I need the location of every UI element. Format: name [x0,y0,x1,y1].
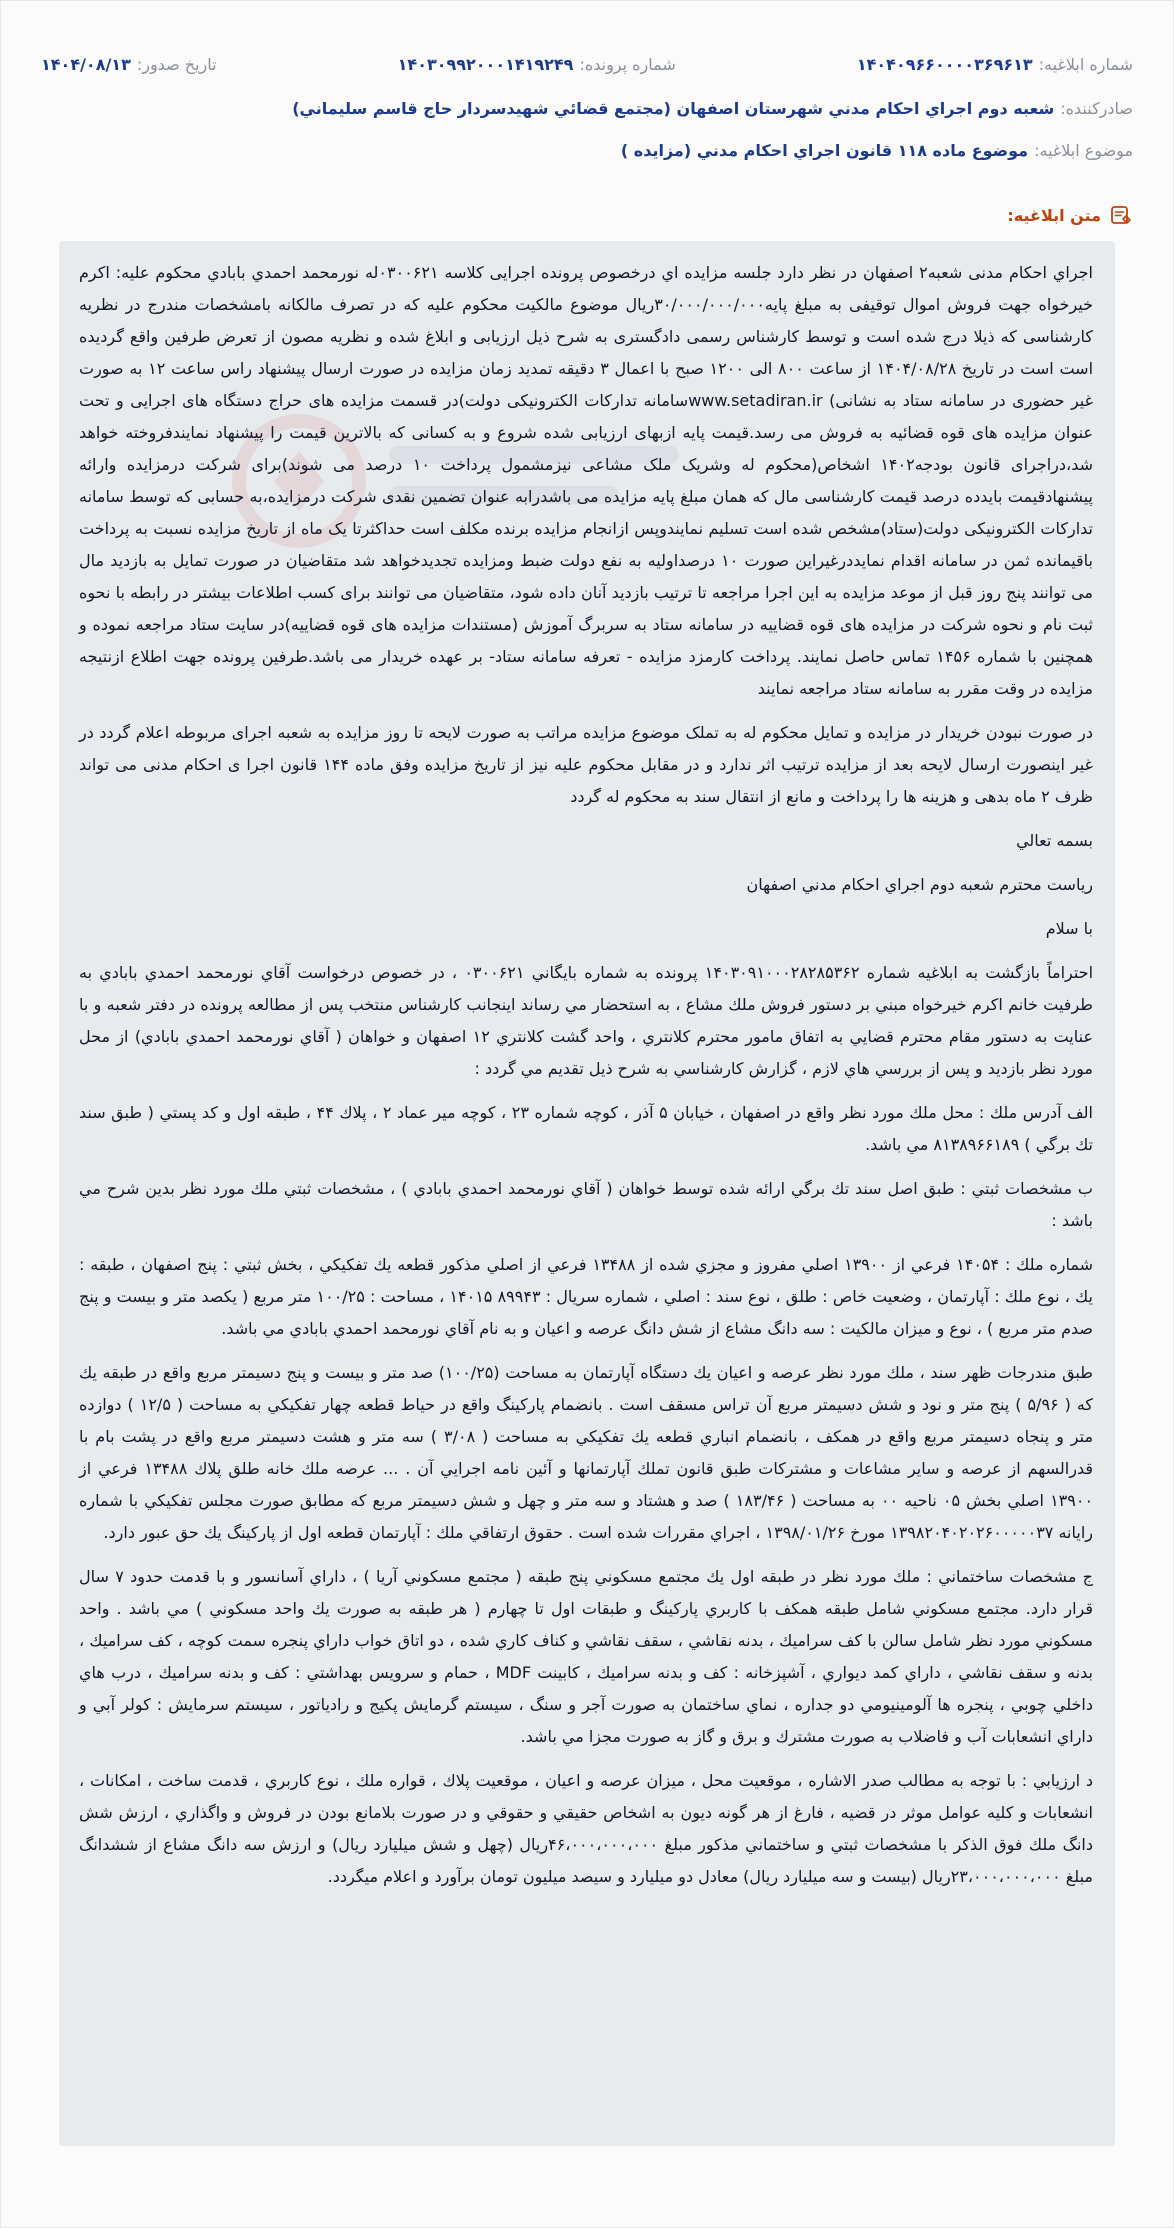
property-number-paragraph: شماره ملك : ۱۴۰۵۴ فرعي از ۱۳۹۰۰ اصلي مفروز و مجزي شده از ۱۳۴۸۸ فرعي از اصلي مذكور قطعه يك تفكيكي ، بخش ثبتي : پنج اصفهان ، طبقه : يك ، نوع ملك : آپارتمان ، وضعيت خاص : طلق ، نوع سند : اصلي ، شماره سريال : ۸۹۹۴۳ ۱۴۰۱۵ ، مساحت : ۱۰۰/۲۵ متر مربع ( يكصد متر و بيست و پنج صدم متر مربع ) ، نوع و ميزان مالكيت : سه دانگ مشاع از شش دانگ عرصه و اعيان و به نام آقاي نورمحمد احمدي بابادي مي باشد. [79,1255,1094,1338]
property-address-paragraph: الف آدرس ملك : محل ملك مورد نظر واقع در اصفهان ، خيابان ۵ آذر ، كوچه شماره ۲۳ ، كوچه مير عماد ۲ ، پلاك ۴۴ ، طبقه اول و كد پستي ( طبق سند تك برگي ) ۸۱۳۸۹۶۶۱۸۹ مي باشد. [79,1103,1094,1154]
issuer-value: شعبه دوم اجراي احكام مدني شهرستان اصفهان (مجتمع قضائي شهيدسردار حاج قاسم سليماني) [292,99,1055,118]
report-salutation-basmala: بسمه تعالي [1016,831,1093,850]
notice-number-value: ۱۴۰۴۰۹۶۶۰۰۰۰۳۶۹۶۱۳ [856,55,1033,74]
case-number [398,55,676,74]
auction-announcement-paragraph: اجراي احكام مدنی شعبه۲ اصفهان در نظر دارد جلسه مزايده اي درخصوص پرونده اجرایی كلاسه ۰۳۰۰۶۲۱له نورمحمد احمدي بابادي محكوم علیه: اكرم خيرخواه جهت فروش اموال توقيفی به مبلغ پايه۳۰/۰۰۰/۰۰۰/۰۰۰ريال موضوع مالكيت محكوم عليه كه در تصرف مالكانه بامشخصات مندرج در نظريه كارشناسی كه ذيلا درج شده است و توسط كارشناس رسمی دادگستری به شرح ذيل ارزيابی و ابلاغ شده و نظريه مصون از تعرض طرفين واقع گرديده است است در تاريخ ۱۴۰۴/۰۸/۲۸ از ساعت ۸۰۰ الی ۱۲۰۰ صبح با اعمال ۳ دقيقه تمديد زمان مزايده در صورت ارسال پيشنهاد راس ساعت ۱۲ به صورت غير حضوری در سامانه ستاد به نشانی) www.setadiran.irسامانه تداركات الكترونيكی دولت)در قسمت مزايده های حراج دستگاه های اجرايی و تحت عنوان مزايده های قوه قضائيه به فروش می رسد.قيمت پايه ازبهای ارزيابی شده شروع و به كسانی كه بالاترين قيمت را پيشنهاد نمايندفروخته خواهد شد،دراجرای قانون بودجه۱۴۰۲ اشخاص(محكوم له وشريک ملک مشاعی نيزمشمول پرداخت ۱۰ درصد می شوند)برای شركت درمزايده وارائه پيشنهادقيمت بايدده درصد قيمت كارشناسی مال كه همان مبلغ پايه مزايده می باشدرابه عنوان تضمين نقدی شركت درمزايده،به حسابی كه توسط سامانه تداركات الكترونيكی دولت(ستاد)مشخص شده است تسليم نمايندوپس ازانجام مزايده برنده مكلف است حداكثرتا يک ماه از تاريخ مزايده نسبت به پرداخت باقيمانده ثمن در سامانه اقدام نمايددرغيراين صورت ۱۰ درصداوليه به نفع دولت ضبط ومزايده تجديدخواهد شد متقاضيان در صورت تمايل به بازديد مال می توانند پنج روز قبل از موعد مزايده به اين اجرا مراجعه تا ترتيب بازديد آنان داده شود، متقاضيان می توانند برای كسب اطلاعات بيشتر در رابطه با نحوه ثبت نام و نحوه شركت در مزايده های قوه قضاييه در سامانه ستاد به سربرگ آموزش (مستندات مزايده های قوه قضاييه)در سايت ستاد مراجعه نموده و همچنين با شماره ۱۴۵۶ تماس حاصل نمايند. پرداخت كارمزد مزايده - تعرفه سامانه ستاد- بر عهده خريدار می باشد.طرفين پرونده جهت اطلاع ازنتيجه مزايده در وقت مقرر به سامانه ستاد مراجعه نمايند [79,263,1094,698]
ownership-claim-paragraph: در صورت نبودن خريدار در مزايده و تمايل محكوم له به تملک موضوع مزايده مراتب به صورت لايحه تا روز مزايده به شعبه اجرای مربوطه اعلام گردد در غير اينصورت ارسال لايحه بعد از مزايده ترتيب اثر ندارد و در مقابل محكوم عليه نيز از تاريخ مزايده وفق ماده ۱۴۴ قانون اجرا ی احكام مدنی می تواند ظرف ۲ ماه بدهی و هزينه ها را پرداخت و مانع از انتقال سند به محكوم له گردد [79,723,1093,806]
report-intro-paragraph: احتراماً بازگشت به ابلاغيه شماره ۱۴۰۳۰۹۱۰۰۰۲۸۲۸۵۳۶۲ پرونده به شماره بايگاني ۰۳۰۰۶۲۱ ، در خصوص درخواست آقاي نورمحمد احمدي بابادي به طرفيت خانم اكرم خيرخواه مبني بر دستور فروش ملك مشاع ، به استحضار مي رساند اينجانب كارشناس منتخب پس از مطالعه پرونده در دفتر شعبه و با عنايت به دستور مقام محترم قضايي به اتفاق مامور محترم كلانتري ، واحد گشت كلانتري ۱۲ اصفهان و خواهان ( آقاي نورمحمد احمدي بابادي) از محل مورد نظر بازديد و پس از بررسي هاي لازم ، گزارش كارشناسي به شرح ذيل تقديم مي گردد : [79,963,1094,1078]
issue-date-value: ۱۴۰۴/۰۸/۱۳ [41,55,131,74]
issue-date [41,55,217,74]
notice-document-icon [1109,203,1133,227]
notice-meta-row [41,55,1133,74]
notice-text-title: متن ابلاغیه: [1007,205,1101,225]
subject-line [41,141,1133,160]
deed-notes-paragraph: طبق مندرجات ظهر سند ، ملك مورد نظر عرصه و اعيان يك دستگاه آپارتمان به مساحت (۱۰۰/۲۵) صد متر و بيست و پنج دسيمتر مربع واقع در طبقه يك كه ( ۵/۹۶ ) پنج متر و نود و شش دسيمتر مربع آن تراس مسقف است . بانضمام پاركينگ واقع در حياط قطعه چهار تفكيكي به مساحت ( ۱۲/۵ ) دوازده متر و پنجاه دسيمتر مربع واقع در همكف ، بانضمام انباري قطعه يك تفكيكي به مساحت ( ۳/۰۸ ) سه متر و هشت دسيمتر مربع واقع در پشت بام با قدرالسهم از عرصه و ساير مشاعات و مشتركات طبق قانون تملك آپارتمانها و آئين نامه اجرايي آن . ... عرصه ملك خانه طلق پلاك ۱۳۴۸۸ فرعي از ۱۳۹۰۰ اصلي بخش ۰۵ ناحيه ۰۰ به مساحت ( ۱۸۳/۴۶ ) صد و هشتاد و سه متر و چهل و شش دسيمتر مربع كه مطابق صورت مجلس تفكيكي با شماره رايانه ۱۳۹۸۲۰۴۰۲۰۲۶۰۰۰۰۰۳۷ مورخ ۱۳۹۸/۰۱/۲۶ ، اجراي مقررات شده است . حقوق ارتفاقي ملك : آپارتمان قطعه اول از پاركينگ يك حق عبور دارد. [79,1363,1094,1542]
notice-number [857,55,1133,74]
issuer-line [41,99,1133,118]
report-greeting: با سلام [1045,919,1093,938]
notice-number-label: شماره ابلاغیه: [1038,55,1133,74]
subject-label: موضوع ابلاغیه: [1034,141,1133,160]
notice-paragraphs [79,257,1093,1893]
registration-details-paragraph: ب مشخصات ثبتي : طبق اصل سند تك برگي ارائه شده توسط خواهان ( آقاي نورمحمد احمدي بابادي ) ، مشخصات ثبتي ملك مورد نظر بدين شرح مي باشد : [79,1179,1093,1230]
case-number-label: شماره پرونده: [579,55,676,74]
report-recipient: رياست محترم شعبه دوم اجراي احكام مدني اصفهان [746,875,1093,894]
notice-text-header [1007,203,1133,227]
notice-text-box [59,241,1115,2146]
issuer-label: صادرکننده: [1060,99,1133,118]
subject-value: موضوع ماده ۱۱۸ قانون اجراي احكام مدني (مزايده ) [620,141,1029,160]
case-number-value: ۱۴۰۳۰۹۹۲۰۰۰۱۴۱۹۲۴۹ [397,55,574,74]
building-specs-paragraph: ج مشخصات ساختماني : ملك مورد نظر در طبقه اول يك مجتمع مسكوني پنج طبقه ( مجتمع مسكوني آريا ) ، داراي آسانسور و با قدمت حدود ۷ سال قرار دارد. مجتمع مسكوني شامل طبقه همكف با كاربري پاركينگ و طبقات اول تا چهارم ( هر طبقه به صورت يك واحد مسكوني ) مي باشد . واحد مسكوني مورد نظر شامل سالن با كف سراميك ، بدنه نقاشي ، سقف نقاشي و كناف كاري شده ، دو اتاق خواب داراي پنجره سمت كوچه ، كف سراميك ، بدنه و سقف نقاشي ، داراي كمد ديواري ، آشپزخانه : كف و بدنه سراميك ، كابينت MDF ، حمام و سرويس بهداشتي : كف و بدنه سراميك ، درب هاي داخلي چوبي ، پنجره ها آلومينيومي دو جداره ، نماي ساختمان به صورت آجر و سنگ ، سيستم گرمايش پكيج و رادياتور ، سيستم سرمايش : كولر آبي و داراي انشعابات آب و فاضلاب به صورت مشترك و برق و گاز به صورت مجزا مي باشد. [79,1567,1094,1746]
valuation-paragraph: د ارزيابي : با توجه به مطالب صدر الاشاره ، موقعيت محل ، ميزان عرصه و اعيان ، موقعيت پلاك ، قواره ملك ، نوع كاربري ، قدمت ساخت ، امكانات ، انشعابات و كليه عوامل موثر در قضيه ، فارغ از هر گونه ديون به اشخاص حقيقي و حقوقي و در صورت بلامانع بودن در فروش و واگذاري ، ارزش شش دانگ ملك فوق الذكر با مشخصات ثبتي و ساختماني مذكور مبلغ ۴۶،۰۰۰،۰۰۰،۰۰۰ريال (چهل و شش ميليارد ريال) و ارزش سه دانگ مشاع از ششدانگ مبلغ ۲۳،۰۰۰،۰۰۰،۰۰۰ريال (بيست و سه ميليارد ريال) معادل دو ميليارد و سيصد ميليون تومان برآورد و اعلام ميگردد. [79,1771,1093,1886]
issue-date-label: تاریخ صدور: [136,55,217,74]
